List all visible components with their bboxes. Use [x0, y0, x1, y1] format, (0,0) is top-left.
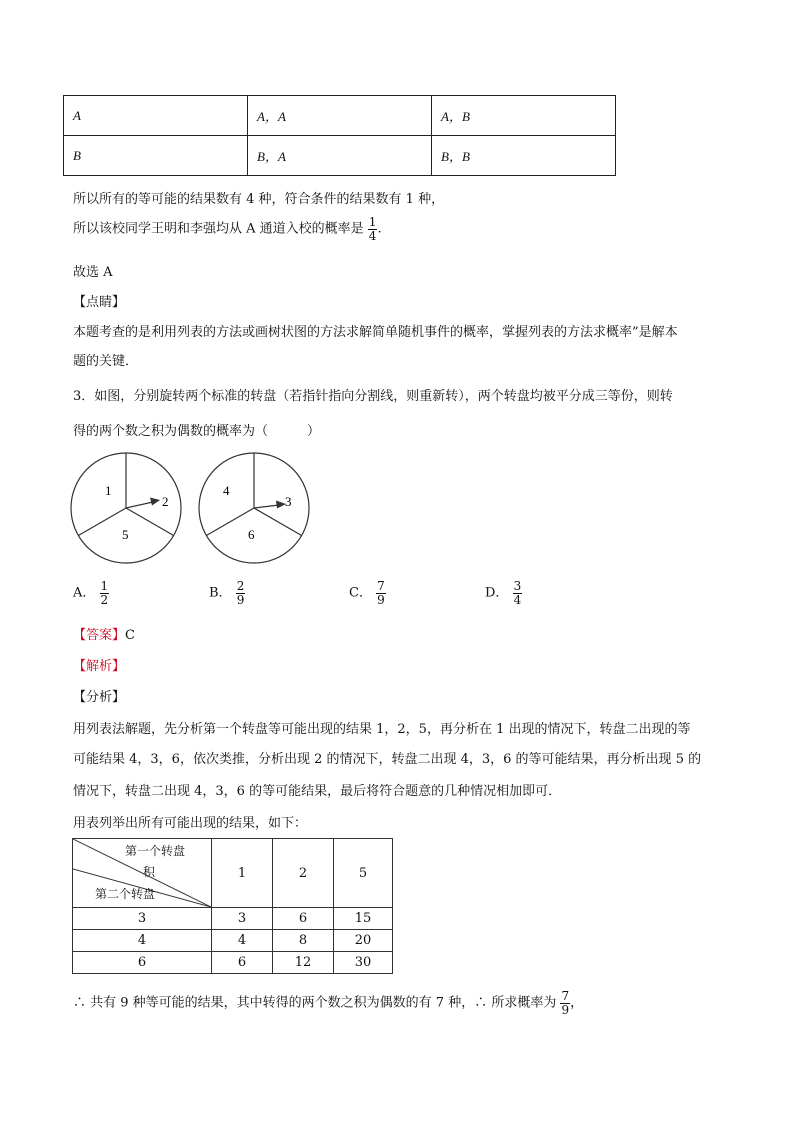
option-letter: A．	[73, 585, 96, 601]
table-cell: 15	[334, 908, 393, 930]
option-fraction	[513, 580, 523, 606]
text-line: 可能结果 4，3，6，依次类推，分析出现 2 的情况下，转盘二出现 4，3，6 的等可能结果，再分析出现 5 的	[73, 752, 702, 767]
section-label-jiexi: 【解析】	[73, 659, 126, 674]
spinner-label: 1	[105, 483, 112, 498]
table-row	[64, 136, 616, 176]
answer-value: C	[125, 628, 135, 643]
section-label-fenxi: 【分析】	[73, 690, 126, 705]
text-line: 情况下，转盘二出现 4，3，6 的等可能结果，最后将符合题意的几种情况相加即可．	[73, 784, 562, 799]
option-c[interactable]	[349, 580, 386, 606]
table-cell: 12	[273, 952, 334, 974]
text-line: 故选 A	[73, 265, 113, 280]
question-text: 得的两个数之积为偶数的概率为（ ）	[73, 424, 321, 439]
fraction-numerator: 7	[561, 989, 570, 1003]
table-cell: 8	[273, 930, 334, 952]
option-fraction	[100, 580, 110, 606]
table-cell: 3	[212, 908, 273, 930]
fraction-denominator: 9	[236, 592, 245, 607]
table-cell: 6	[273, 908, 334, 930]
probability-line	[73, 216, 382, 242]
spinner-1	[71, 453, 181, 563]
text-line: 用列表法解题，先分析第一个转盘等可能出现的结果 1，2，5，再分析在 1 出现的情况下，转盘二出现的等	[73, 722, 691, 737]
table-cell: A，B	[432, 96, 616, 136]
text-line: 题的关键．	[73, 354, 139, 369]
spinner-label: 2	[162, 494, 169, 509]
spinner-label: 6	[248, 527, 255, 542]
row-label-cell: 4	[73, 930, 212, 952]
table-cell: B，A	[248, 136, 432, 176]
text-fragment: ，	[570, 995, 584, 1011]
text-fragment: 所以该校同学王明和李强均从 A 通道入校的概率是	[73, 221, 364, 237]
option-a[interactable]	[73, 580, 109, 606]
spinner-label: 5	[122, 527, 129, 542]
table-cell: 4	[212, 930, 273, 952]
table-header-cell: 1	[212, 839, 273, 908]
text-line: 所以所有的等可能的结果数有 4 种，符合条件的结果数有 1 种，	[73, 192, 445, 207]
option-letter: C．	[349, 585, 372, 601]
fraction-numerator: 3	[513, 579, 522, 593]
header-first-spinner: 第一个转盘	[125, 844, 186, 858]
spinner-2	[199, 453, 309, 563]
row-label-cell: 6	[73, 952, 212, 974]
answer-label: 【答案】	[73, 628, 126, 643]
table-row	[64, 96, 616, 136]
table-row	[73, 952, 393, 974]
option-b[interactable]	[209, 580, 245, 606]
text-line: 本题考查的是利用列表的方法或画树状图的方法求解简单随机事件的概率，掌握列表的方法求概率”是解本	[73, 325, 678, 340]
text-line: 用表列举出所有可能出现的结果，如下：	[73, 816, 308, 831]
fraction-numerator: 1	[368, 215, 377, 229]
spinner-label: 3	[285, 494, 292, 509]
table-cell: 6	[212, 952, 273, 974]
section-label-dianjing: 【点睛】	[73, 295, 126, 310]
fraction-denominator: 2	[100, 592, 109, 607]
product-table	[72, 838, 393, 974]
question-text: 3．如图，分别旋转两个标准的转盘（若指针指向分割线，则重新转），两个转盘均被平分成三等份，则转	[73, 389, 673, 404]
fraction-numerator: 2	[236, 579, 245, 593]
diagonal-header-cell	[73, 839, 212, 908]
fraction	[560, 990, 570, 1016]
option-fraction	[376, 580, 386, 606]
fraction-denominator: 4	[513, 592, 522, 607]
text-fragment: ∴ 共有 9 种等可能的结果，其中转得的两个数之积为偶数的有 7 种，∴ 所求概率为	[73, 995, 557, 1011]
table-cell: B，B	[432, 136, 616, 176]
fraction	[368, 216, 378, 242]
option-fraction	[236, 580, 246, 606]
fraction-numerator: 7	[377, 579, 385, 593]
conclusion-line	[73, 990, 583, 1016]
fraction-denominator: 4	[368, 228, 377, 243]
table-cell: A，A	[248, 96, 432, 136]
table-header-row	[73, 839, 393, 908]
table-cell: 20	[334, 930, 393, 952]
answer-line	[73, 624, 135, 643]
spinner-label: 4	[223, 483, 230, 498]
fraction-denominator: 9	[377, 592, 385, 607]
option-letter: D．	[485, 585, 509, 601]
spinner-figure	[70, 450, 330, 570]
table-row	[73, 908, 393, 930]
text-fragment: .	[377, 221, 382, 237]
table-cell: B	[64, 136, 248, 176]
table-cell: 30	[334, 952, 393, 974]
row-label-cell: 3	[73, 908, 212, 930]
fraction-numerator: 1	[100, 579, 109, 593]
outcome-table	[63, 95, 616, 176]
fraction-denominator: 9	[561, 1002, 570, 1017]
pointer-arrow-icon	[150, 498, 160, 506]
table-row	[73, 930, 393, 952]
option-letter: B．	[209, 585, 232, 601]
table-header-cell: 2	[273, 839, 334, 908]
header-product: 积	[143, 865, 156, 879]
header-second-spinner: 第二个转盘	[95, 887, 156, 901]
table-header-cell: 5	[334, 839, 393, 908]
option-d[interactable]	[485, 580, 522, 606]
table-cell: A	[64, 96, 248, 136]
